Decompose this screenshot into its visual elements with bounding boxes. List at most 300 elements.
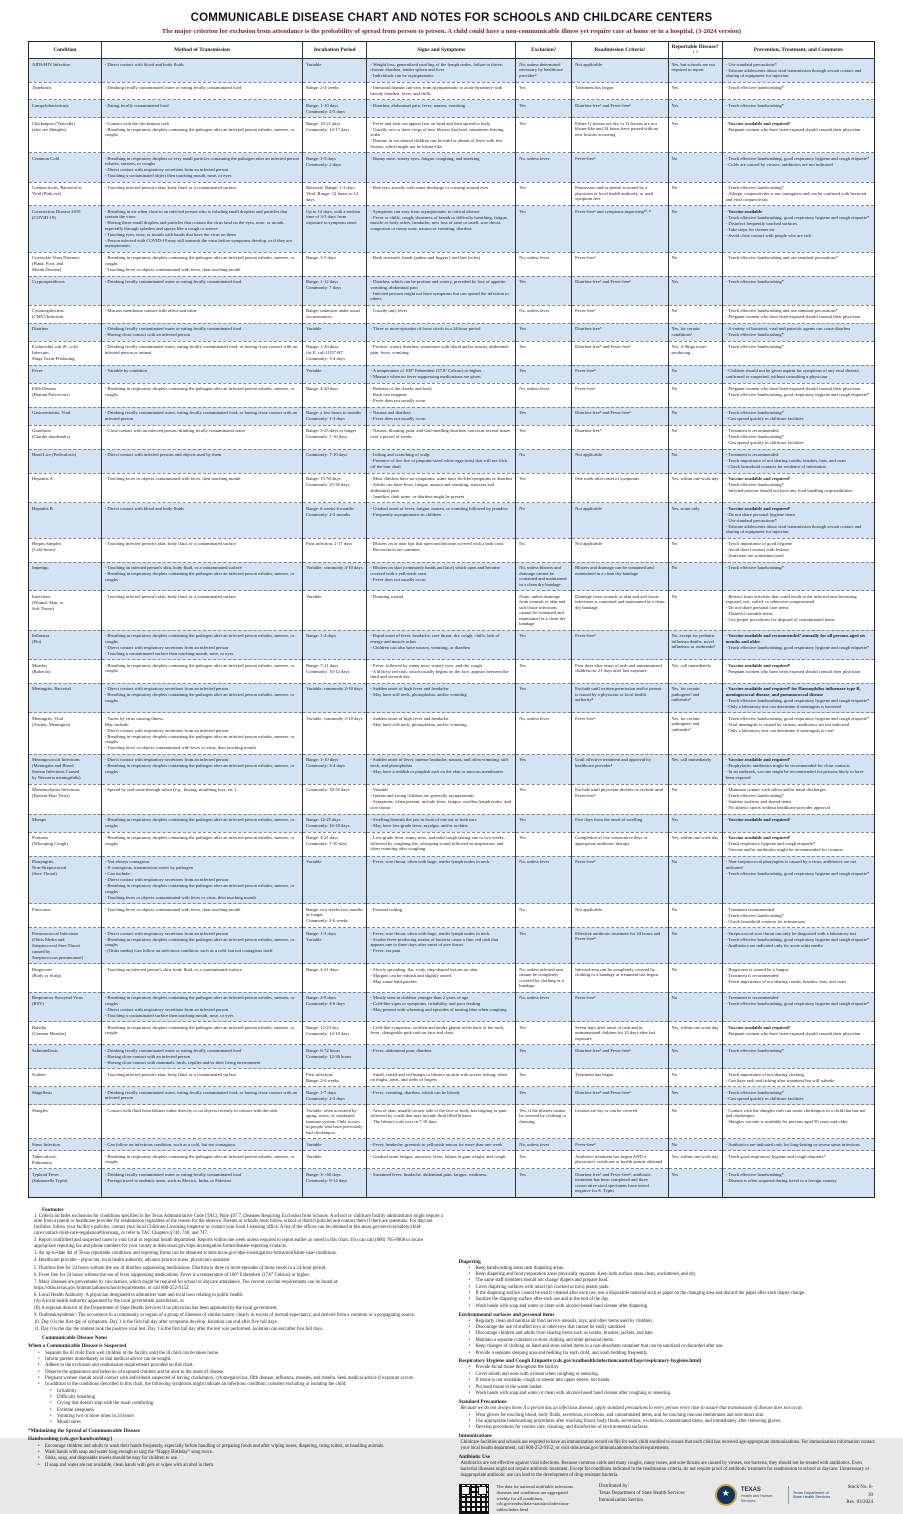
cell-incubation: Range: 2-4 weeks xyxy=(303,82,367,100)
cell-reportable: No xyxy=(668,365,722,383)
cell-prevention: - Teach effective handwashing* - Disease is often acquired during travel to a foreign country xyxy=(722,1169,874,1198)
cell-reportable: Yes, for certain pathogens³ and outbreaks⁹ xyxy=(668,683,722,713)
cell-exclusion: Yes xyxy=(516,784,572,814)
note-bullet: • Keep changes of clothing on hand and store soiled items in a non-absorbent container that can be sanitized or discarded after use. xyxy=(469,1344,876,1350)
note-sub-bullet: • Extreme sleepiness xyxy=(50,1408,445,1414)
cell-readmission: Not applicable xyxy=(572,503,668,539)
cell-incubation: Variable xyxy=(303,1151,367,1169)
note-bullet: • Use appropriate handwashing procedures after touching blood, body fluids, secretions, excretions, contaminated items, and immediately after removing gloves. xyxy=(469,1419,876,1425)
cell-readmission: Not applicable xyxy=(572,538,668,562)
cell-readmission: Fever-free⁶ and symptoms improving¹⁰˒¹¹ xyxy=(572,206,668,253)
cell-transmission: - Touching infected person's skin, body fluid, or a contaminated surface xyxy=(101,1069,302,1087)
table-row xyxy=(29,1022,875,1045)
cell-condition: Amebiasis xyxy=(29,82,102,100)
cell-reportable: Yes, call immediately xyxy=(668,754,722,784)
column-header: Prevention, Treatment, and Comments xyxy=(722,42,874,59)
cell-transmission: - Not always contagious - If contagious, transmission varies by pathogen - Can include: - Direct contact with respiratory secretions from an infected person - Breathing in respiratory droplets containing the pathogen after an infected person exhales, sneezes, or coughs - Touching feces or objects contaminated with feces or virus, then touching mouth xyxy=(101,856,302,904)
cell-exclusion: No, unless blisters and drainage cannot be contained and maintained in a clean dry bandage xyxy=(516,562,572,591)
cell-prevention: - Ringworm is caused by a fungus - Treatment is recommended - Teach importance of not sharing combs, brushes, hats, and coats xyxy=(722,964,874,993)
cell-prevention: - Vaccine available and required⁷ - Teach effective handwashing* - Infected persons should not have any food handling responsibilities xyxy=(722,473,874,503)
table-row xyxy=(29,153,875,183)
left-sections xyxy=(28,1343,445,1468)
cell-exclusion: Yes xyxy=(516,100,572,118)
cell-exclusion: Yes xyxy=(516,928,572,964)
cell-incubation: First infection, 2-17 days xyxy=(303,538,367,562)
cell-signs: - Intestinal disease can vary from asymptomatic to acute dysentery with bloody diarrhea, fever, and chills xyxy=(367,82,516,100)
cell-exclusion: Yes xyxy=(516,660,572,684)
cell-transmission: - Breathing in respiratory droplets containing the pathogen after an infected person exhales, sneezes, or coughs xyxy=(101,1151,302,1169)
cell-signs: - Fever, vomiting, diarrhea, which can be bloody xyxy=(367,1087,516,1105)
note-bullet: • Wash hands with soap and water or clean with alcohol-based hand cleaner after coughing or sneezing. xyxy=(469,1391,876,1397)
cell-prevention: - Teach effective handwashing, good respiratory hygiene and cough etiquette* - Viral meningitis is caused by viruses; antibiotics are not indicated - Only a laboratory test can determine if meningitis is viral xyxy=(722,713,874,755)
cell-transmission: - Drinking fecally contaminated water or eating fecally contaminated food - Having close contact with an infected person xyxy=(101,323,302,341)
table-row xyxy=(29,630,875,660)
note-bullet: • Provide facial tissue throughout the facility. xyxy=(469,1365,876,1371)
cell-signs: - Blisters on skin (commonly hands and face) which open and become covered with a yellowish crust - Fever does not usually occur xyxy=(367,562,516,591)
note-sub-bullet: • Crying that doesn't stop with the usual comforting xyxy=(50,1401,445,1407)
cell-readmission: Fever-free⁶ xyxy=(572,992,668,1022)
column-header: Exclusion? xyxy=(516,42,572,59)
cell-readmission: Diarrhea-free⁵ and Fever-free⁶ xyxy=(572,100,668,118)
cell-prevention: - Teach effective handwashing* xyxy=(722,1045,874,1069)
footnote-item: 6. Fever free for 24 hours without the use of fever suppressing medications. Fever is a temperature of 100° Fahrenheit (37.8° Celsius) or higher. xyxy=(34,1273,445,1279)
cell-readmission: Diarrhea-free⁵ and Fever-free⁶ xyxy=(572,1087,668,1105)
cell-exclusion: No, unless fever xyxy=(516,1139,572,1151)
cell-prevention: - Vaccine available and required⁷ - Pregnant women who have been exposed should consult their physician xyxy=(722,118,874,153)
table-row xyxy=(29,814,875,832)
note-bullet: • Keep diapering and food preparation areas physically separate. Keep both surface areas clean, uncluttered, and dry. xyxy=(469,1272,876,1278)
table-row xyxy=(29,784,875,814)
cell-prevention: - Teach effective handwashing and use standard precautions* xyxy=(722,252,874,276)
note-bullet: • If tissue is not available, cough or sneeze into upper sleeve, not hands. xyxy=(469,1378,876,1384)
footer-row xyxy=(459,1484,876,1514)
cell-reportable: Yes, if Shiga toxin-producing xyxy=(668,341,722,365)
cell-reportable: Yes xyxy=(668,1087,722,1105)
distributed-by xyxy=(599,1484,697,1504)
cell-readmission: Exclude until written permission and/or permit is issued by a physician or local health authority⁸ xyxy=(572,683,668,713)
cell-reportable: No xyxy=(668,992,722,1022)
table-row xyxy=(29,59,875,83)
table-row xyxy=(29,449,875,473)
table-row xyxy=(29,1105,875,1139)
table-row xyxy=(29,305,875,323)
cell-transmission: - Breathing in air when close to an infected person who is exhaling small droplets and particles that contain the virus - Having these small droplets and particles that contain the virus land on the eyes, nose, or mouth, especially through splashes and sprays like a cough or sneeze - Touching eyes, nose, or mouth with hands that have the virus on them - Person infected with COVID-19 may still transmit the virus before symptoms develop, or if they are asymptomatic xyxy=(101,206,302,253)
cell-reportable: Yes xyxy=(668,1045,722,1069)
cell-prevention: - Pregnant women who have been exposed should consult their physician - Teach effective handwashing, good respiratory hygiene and cough etiquette* xyxy=(722,383,874,407)
table-row xyxy=(29,82,875,100)
section-heading: Environmental surfaces and personal items xyxy=(459,1312,876,1318)
cell-prevention: - Minimize contact with saliva and/or nasal discharges - Teach effective handwashing* - Sanitize surfaces and shared items - No athletic sports without healthcare provider approval xyxy=(722,784,874,814)
cell-prevention: - Treatment is recommended - Teach effective handwashing, good respiratory hygiene and cough etiquette* xyxy=(722,992,874,1022)
cell-signs: - Rash in mouth, hands (palms and fingers), and feet (soles) xyxy=(367,252,516,276)
cell-readmission: Diarrhea-free⁵ xyxy=(572,323,668,341)
cell-prevention: - Teach effective handwashing* xyxy=(722,341,874,365)
cell-condition: Scabies xyxy=(29,1069,102,1087)
cell-transmission: - Drinking fecally contaminated water or eating fecally contaminated food - Foreign travel to endemic areas, such as Mexico, India, or Pakistan xyxy=(101,1169,302,1198)
cell-condition: Fifth Disease (Human Parvovirus) xyxy=(29,383,102,407)
cell-transmission: - Touching feces or objects contaminated with feces, then touching mouth xyxy=(101,904,302,928)
footnote-item: 4. Healthcare provider - physician, local health authority, advance practice nurse, physician's assistant. xyxy=(34,1258,445,1264)
cell-condition: Meningitis, Viral (Aseptic Meningitis) xyxy=(29,713,102,755)
footnote-item: 3. An up-to-date list of Texas reportable conditions and reporting forms can be obtained at dshs.texas.gov/idps-investigation-forms/notifiable-case-conditions. xyxy=(34,1251,445,1257)
cell-transmission: - Drinking fecally contaminated water or eating fecally contaminated food xyxy=(101,82,302,100)
cell-readmission: Diarrhea-free⁵ and Fever-free⁶ xyxy=(572,276,668,305)
note-bullet: • Put used tissue in the waste basket. xyxy=(469,1385,876,1391)
cell-exclusion: Yes xyxy=(516,1169,572,1198)
cell-transmission: - Drinking fecally contaminated water, eating fecally contaminated food, or having close contact with an infected person or animal xyxy=(101,341,302,365)
note-bullet: • Inform parents immediately so that medical advice can be sought. xyxy=(38,1357,445,1363)
notes-section xyxy=(459,1259,876,1310)
cell-prevention: - Teach effective handwashing* - Can spread quickly in childcare facilities xyxy=(722,407,874,425)
section-heading: Diapering xyxy=(459,1259,876,1265)
table-row xyxy=(29,591,875,631)
table-row xyxy=(29,683,875,713)
cell-incubation: Variable xyxy=(303,59,367,83)
cell-signs: - Nausea, bloating, pain, and foul-smelling diarrhea; can recur several times over a period of weeks xyxy=(367,425,516,449)
cell-condition: Fever xyxy=(29,365,102,383)
cell-incubation: Range: 1-5 days Commonly: 2 days xyxy=(303,153,367,183)
cell-incubation: Range: 12-25 days Commonly: 16-18 days xyxy=(303,814,367,832)
cell-readmission: Fever-free⁶ xyxy=(572,365,668,383)
cell-incubation: Variable, commonly 4-10 days xyxy=(303,562,367,591)
cell-exclusion: Yes xyxy=(516,341,572,365)
cell-reportable: No xyxy=(668,856,722,904)
cell-readmission: Five days from the onset of swelling xyxy=(572,814,668,832)
cell-incubation: Range: 1-10 days Commonly: 2-5 days xyxy=(303,100,367,118)
cell-prevention: - Treatment is recommended - Teach importance of not sharing combs, brushes, hats, and coats - Check household contacts for evidence of infestation xyxy=(722,449,874,473)
note-bullet: • Keep handwashing areas near diapering areas. xyxy=(469,1266,876,1272)
note-sub-bullet: • Irritability xyxy=(50,1389,445,1395)
cell-signs: - Variable - Infants and young children are generally asymptomatic - Symptoms, when present, include fever, fatigue, swollen lymph nodes, and sore throat xyxy=(367,784,516,814)
cell-incubation: Range: 4-21 days Commonly: 7-10 days xyxy=(303,832,367,856)
cell-reportable: Yes, acute only xyxy=(668,503,722,539)
note-bullet: • Separate the ill child from well children at the facility until the ill child can be taken home. xyxy=(38,1351,445,1357)
cell-condition: Herpes Simplex (Cold Sores) xyxy=(29,538,102,562)
cell-exclusion: Yes xyxy=(516,473,572,503)
cell-exclusion: No, unless fever xyxy=(516,856,572,904)
page-subtitle: The major criterion for exclusion from attendance is the probability of spread from person to person. A child could have a non-communicable illness yet require care at home or in a hospital. (3-2024 version) xyxy=(0,28,903,35)
note-bullet: • Observe the appearance and behavior of exposed children and be alert to the onset of disease. xyxy=(38,1370,445,1376)
cell-transmission: - Variable by condition xyxy=(101,365,302,383)
logo-department: Texas Department of State Health Services xyxy=(793,1491,837,1500)
table-row xyxy=(29,473,875,503)
cell-incubation: Range: 15-50 days Commonly: 25-30 days xyxy=(303,473,367,503)
cell-signs: - Sudden onset of high fever and headache - May have stiff neck, photophobia, and/or vomiting xyxy=(367,713,516,755)
cell-incubation: Range: two weeks-two months or longer Commonly: 4-6 weeks xyxy=(303,904,367,928)
column-header: Signs and Symptoms xyxy=(367,42,516,59)
section-heading: Antibiotic Use xyxy=(459,1454,876,1460)
cell-exclusion: Yes xyxy=(516,118,572,153)
cell-signs: - Redness of the cheeks and body - Rash can reappear - Fever does not usually occur xyxy=(367,383,516,407)
cell-readmission: Fever-free⁶ xyxy=(572,305,668,323)
note-bullet: • The same staff members should not change diapers and prepare food. xyxy=(469,1278,876,1284)
table-wrap xyxy=(28,41,875,1198)
cell-condition: Campylobacteriosis xyxy=(29,100,102,118)
texas-hhs-logo xyxy=(715,1484,837,1506)
cell-reportable: No xyxy=(668,562,722,591)
column-header: Method of Transmission xyxy=(101,42,302,59)
cell-exclusion: None, unless drainage from wounds or skin and soft tissue infections cannot be contained and maintained in a clean dry bandage xyxy=(516,591,572,631)
column-header: Reportable Disease?²˒³ xyxy=(668,42,722,59)
section-heading: Respiratory Hygiene and Cough Etiquette (cdc.gov/oralhealth/infectioncontrol/faqs/respiratory-hygiene.html) xyxy=(459,1358,876,1364)
notes-section xyxy=(28,1436,445,1468)
logo-text xyxy=(741,1487,784,1503)
cell-readmission: Diarrhea-free⁵ xyxy=(572,425,668,449)
cell-signs: - Gradual onset fatigue, anorexia, fever, failure to gain weight, and cough xyxy=(367,1151,516,1169)
column-header: Incubation Period xyxy=(303,42,367,59)
logo-divider xyxy=(788,1486,789,1504)
cell-signs: - Rapid onset of fever, headache, sore throat, dry cough, chills, lack of energy and muscle aches - Children can also have nausea, vomiting, or diarrhea xyxy=(367,630,516,660)
cell-transmission: - Breathing in respiratory droplets containing the pathogen after an infected person exhales, sneezes, or coughs - Direct contact with respiratory secretions from an infected person - Touching a contaminated surface then touching mouth, nose, or eyes xyxy=(101,630,302,660)
notes-section xyxy=(28,1343,445,1426)
cell-condition: Shigellosis xyxy=(29,1087,102,1105)
note-bullet: • Sanitize the diapering surface after each use and at the end of the day. xyxy=(469,1297,876,1303)
cell-reportable: Yes, within one work day xyxy=(668,1022,722,1045)
cell-exclusion: Yes xyxy=(516,425,572,449)
cell-readmission: Infected area can be completely covered by clothing or a bandage or treatment has begun xyxy=(572,964,668,993)
cell-condition: Ringworm (Body or Scalp) xyxy=(29,964,102,993)
cell-condition: Chickenpox (Varicella) (also see Shingles) xyxy=(29,118,102,153)
cell-reportable: No xyxy=(668,206,722,253)
cell-signs: - Perianal itching xyxy=(367,904,516,928)
cell-transmission: - Breathing in respiratory droplets containing the pathogen after an infected person exhales, sneezes, or coughs - Touching feces or objects contaminated with feces, then touching mouth xyxy=(101,252,302,276)
cell-incubation: Range: 12-23 day Commonly: 14-18 days xyxy=(303,1022,367,1045)
table-row xyxy=(29,1045,875,1069)
cell-readmission: Diarrhea-free⁵ and Fever-free⁶ xyxy=(572,407,668,425)
cell-prevention: - Vaccine available and required⁷ - Prophylactic antibiotics might be recommended for close contacts - In an outbreak, vaccine might be recommended for persons likely to have been exposed xyxy=(722,754,874,784)
cell-transmission: - Close contact with an infected person, drinking fecally contaminated water xyxy=(101,425,302,449)
cell-reportable: No xyxy=(668,1139,722,1151)
cell-incubation: Range: a few hours to months Commonly: 1-3 days xyxy=(303,407,367,425)
page-title: COMMUNICABLE DISEASE CHART AND NOTES FOR SCHOOLS AND CHILDCARE CENTERS xyxy=(0,12,903,24)
cell-exclusion: Yes xyxy=(516,754,572,784)
cell-readmission: Treatment has begun xyxy=(572,1069,668,1087)
cell-exclusion: No xyxy=(516,503,572,539)
cell-transmission: - Breathing in respiratory droplets containing the pathogen after an infected person exhales, sneezes, or coughs - Direct contact with respiratory secretions from an infected person - Touching a contaminated surface then touching mouth, nose, or eyes xyxy=(101,992,302,1022)
cell-reportable: No xyxy=(668,407,722,425)
cell-exclusion: Yes xyxy=(516,407,572,425)
cell-transmission: - Breathing in respiratory droplets containing the pathogen after an infected person exhales, sneezes, or coughs xyxy=(101,660,302,684)
note-bullet: • Discourage children and adults from sharing items such as combs, brushes, jackets, and hats. xyxy=(469,1331,876,1337)
cell-prevention: - Teach effective handwashing* xyxy=(722,276,874,305)
cell-readmission: Blisters and drainage can be contained and maintained in a clean dry bandage xyxy=(572,562,668,591)
cell-readmission: Diarrhea-free⁵ and Fever-free⁶ xyxy=(572,341,668,365)
stock-rev xyxy=(845,1484,875,1507)
qr-code xyxy=(459,1484,489,1514)
cell-condition: Hepatitis B xyxy=(29,503,102,539)
cell-reportable: No xyxy=(668,928,722,964)
cell-prevention: - Treatment is recommended - Teach effective handwashing* - Can spread quickly in childcare facilities xyxy=(722,425,874,449)
distributed-section: Immunization Section xyxy=(599,1498,697,1505)
cell-incubation: Variable xyxy=(303,1139,367,1151)
cell-transmission: - Touching an infected person's skin, body fluid, or a contaminated surface - Breathing in respiratory droplets containing the pathogen after an infected person exhales, sneezes, or coughs xyxy=(101,562,302,591)
cell-prevention: - Teach importance of good hygiene - Avoid direct contact with lesions - Antivirals are sometimes used xyxy=(722,538,874,562)
section-heading: Standard Precautions xyxy=(459,1399,876,1405)
cell-reportable: No xyxy=(668,425,722,449)
cell-readmission: Fever-free⁶ xyxy=(572,383,668,407)
cell-signs: - Swelling beneath the jaw in front of one ear or both ears - May have low-grade fever, myalgia, and/or orchitis xyxy=(367,814,516,832)
cell-condition: Cytomegalovirus (CMV) Infection xyxy=(29,305,102,323)
cell-signs: - Blisters on or near lips that open and become covered with a dark crust - Recurrences are common xyxy=(367,538,516,562)
cell-signs: - Fever, sore throat, often with large, tender lymph nodes in neck xyxy=(367,856,516,904)
cell-incubation: First infection: Range: 2-6 weeks xyxy=(303,1069,367,1087)
cell-reportable: Yes, for certain conditions³ xyxy=(668,323,722,341)
table-row xyxy=(29,407,875,425)
cell-condition: Mononucleosis Infections (Epstein-Barr Virus) xyxy=(29,784,102,814)
cell-exclusion: Yes xyxy=(516,82,572,100)
table-row xyxy=(29,252,875,276)
cell-transmission: - Varies by virus causing illness. May include: - Direct contact with respiratory secretions from an infected person - Breathing in respiratory droplets containing the pathogen after an infected person exhales, sneezes, or coughs - Touching feces or objects contaminated with feces or virus, then touching mouth xyxy=(101,713,302,755)
table-row xyxy=(29,964,875,993)
cell-transmission: - Breathing in respiratory droplets containing the pathogen after an infected person exhales, sneezes, or coughs xyxy=(101,814,302,832)
cell-incubation: Range: 1-4 days xyxy=(303,630,367,660)
cell-reportable: Yes, within one work day xyxy=(668,1151,722,1169)
cell-readmission: Fever-free⁶ xyxy=(572,713,668,755)
notes-section xyxy=(459,1433,876,1452)
cell-exclusion: Yes xyxy=(516,1087,572,1105)
notes-section xyxy=(459,1358,876,1396)
cell-signs: - Red eyes, usually with some discharge or crusting around eyes xyxy=(367,182,516,206)
cell-transmission: - Touching feces or objects contaminated with feces, then touching mouth xyxy=(101,473,302,503)
cell-readmission: Completion of five consecutive days of appropriate antibiotic therapy xyxy=(572,832,668,856)
cell-reportable: Yes, call immediately xyxy=(668,660,722,684)
section-paragraph: Antibiotics are not effective against viral infections. Because common colds and many coughs, runny noses, and sore throats are caused by viruses, not bacteria, they should not be treated with antibiotics. Even bacterial illnesses might not require antibiotic treatment. Except for conditions indicated in the readmission criteria, do not require proof of antibiotic treatment for readmission to school or daycare. Unnecessary or inappropriate antibiotic use can lead to the development of drug-resistant bacteria. xyxy=(461,1461,876,1478)
cell-prevention: - A variety of bacterial, viral and parasitic agents can cause diarrhea - Teach effective handwashing* xyxy=(722,323,874,341)
cell-transmission: - Drinking fecally contaminated water, eating fecally contaminated food, or having close contact with an infected person xyxy=(101,1087,302,1105)
cell-reportable: Yes xyxy=(668,118,722,153)
cell-incubation: Range: 3-5 days xyxy=(303,252,367,276)
notes-section xyxy=(28,1428,445,1434)
cell-incubation: Range: 3-25 days or longer Commonly: 7-10 days xyxy=(303,425,367,449)
cell-signs: - Nausea and diarrhea - Fever does not usually occur xyxy=(367,407,516,425)
cell-exclusion: No xyxy=(516,538,572,562)
cell-transmission: - Mucous membrane contact with saliva and urine xyxy=(101,305,302,323)
cell-exclusion: Yes xyxy=(516,323,572,341)
cell-signs: - Most children have no symptoms; some have flu-like symptoms or diarrhea - Adults can have fever, fatigue, nausea and vomiting, anorexia and abdominal pain - Jaundice, dark urine, or diarrhea might be present xyxy=(367,473,516,503)
footnote-item: 11. Day 0 is the day the student took the positive viral test. Day 1 is the first full day after the test was performed. Isolation can end after five full days. xyxy=(34,1327,445,1333)
cell-reportable: No xyxy=(668,252,722,276)
cell-readmission: Until effective treatment and approval by healthcare provider⁴ xyxy=(572,754,668,784)
cell-signs: - Area of skin, usually on one side of the face or body, has tingling or pain followed by a rash that may include fluid filled blisters - The blisters scab over in 7-10 days xyxy=(367,1105,516,1139)
footnote-item: 1. Criteria includes exclusions for conditions specified in the Texas Administrative Code (TAC), Rule §97.7, Diseases Requiring Exclusion from Schools. A school or childcare facility administrator might require a note from a parent or healthcare provider for readmission regardless of the reason for the absence. Parents or schools must follow school or district policies and contact them if there are questions. For daycare facilities, follow your facility's policies, contact your local Childcare Licensing inspector or contact your local Licensing office. A list of the offices can be obtained at hhs.texas.gov/services/safety/child-care/contact-child-care-regulation#licensing, or refer to TAC Chapters §744, 746, and 747. xyxy=(34,1214,445,1237)
cell-transmission: - Breathing in respiratory droplets or very small particles containing the pathogen after an infected person exhales, sneezes, or coughs - Direct contact with respiratory secretions from an infected person - Touching a contaminated object then touching mouth, nose, or eyes xyxy=(101,153,302,183)
cell-readmission: Drainage from wounds or skin and soft tissue infections is contained and maintained in a clean dry bandage xyxy=(572,591,668,631)
note-bullet: • If the diapering surface cannot be easily cleaned after each use, use a disposable material such as paper on the changing area and discard the paper after each diaper change. xyxy=(469,1291,876,1297)
disease-notes-heading: Communicable Disease Notes xyxy=(42,1335,445,1341)
cell-readmission: Four days after onset of rash and unimmunized children for 21 days after last exposure xyxy=(572,660,668,684)
cell-condition: Sinus Infection xyxy=(29,1139,102,1151)
cell-signs: - Fever, sore throat, often with large, tender lymph nodes in neck - Scarlet fever-producing strains of bacteria cause a fine, red rash that appears one to three days after onset of sore throat - Fever, ear pain xyxy=(367,928,516,964)
table-row xyxy=(29,323,875,341)
cell-incubation: Variable xyxy=(303,365,367,383)
cell-signs: - Sustained fever, headache, abdominal pain, fatigue, weakness xyxy=(367,1169,516,1198)
cell-reportable: No xyxy=(668,153,722,183)
table-row xyxy=(29,1139,875,1151)
cell-transmission: - Direct contact with blood and body fluids xyxy=(101,59,302,83)
table-header xyxy=(29,42,875,59)
cell-condition: Escherichia coli (E. coli) Infection, Shiga Toxin-Producing xyxy=(29,341,102,365)
cell-condition: Salmonellosis xyxy=(29,1045,102,1069)
cell-prevention: - Vaccine available and required⁷ - Pregnant women who have been exposed should consult their physician xyxy=(722,660,874,684)
table-row xyxy=(29,206,875,253)
cell-readmission: Fever-free⁶ xyxy=(572,856,668,904)
cell-transmission: - Direct contact with blood and body fluids xyxy=(101,503,302,539)
cell-readmission: Fever-free⁶ xyxy=(572,252,668,276)
cell-condition: Pneumococcal Infections (Otitis Media and Streptococcal Sore Throat caused by Streptococcus pneumoniae) xyxy=(29,928,102,964)
note-bullet: • Provide a separate sleeping area and bedding for each child, and wash bedding frequently. xyxy=(469,1351,876,1357)
cell-signs: - Profuse, watery diarrhea, sometimes with blood and/or mucus, abdominal pain, fever, vomiting xyxy=(367,341,516,365)
cell-reportable: Yes, within one work day xyxy=(668,473,722,503)
cell-readmission: Diarrhea-free⁵ and Fever-free⁶, antibiotic treatment has been completed and three consecutive stool specimens have tested negative for S. Typhi xyxy=(572,1169,668,1198)
cell-incubation: Range: 2-8 days Commonly: 4-6 days xyxy=(303,992,367,1022)
cell-condition: Pertussis (Whooping Cough) xyxy=(29,832,102,856)
cell-signs: - Gradual onset of fever, fatigue, nausea, or vomiting followed by jaundice - Frequently asymptomatic in children xyxy=(367,503,516,539)
cell-condition: Cryptosporidiosis xyxy=(29,276,102,305)
table-row xyxy=(29,713,875,755)
table-row xyxy=(29,365,875,383)
cell-readmission: Antibiotic treatment has begun AND a physician's certificate or health permit obtained xyxy=(572,1151,668,1169)
cell-transmission: - Spread by oral route through saliva (e.g., kissing, mouthing toys, etc.) xyxy=(101,784,302,814)
cell-transmission: - Touching infected person's skin, body fluid, or a contaminated surface xyxy=(101,538,302,562)
cell-readmission: Either 1) lesions are dry or 2) lesions are not blister-like and 24 hours have passed with no new lesions occurring xyxy=(572,118,668,153)
cell-prevention: - Vaccine available and recommended⁷ annually for all persons aged six months and older - Teach effective handwashing, good respiratory hygiene and cough etiquette* xyxy=(722,630,874,660)
cell-incubation: Variable, commonly 2-10 days xyxy=(303,713,367,755)
table-row xyxy=(29,341,875,365)
note-bullet: • Wash hands with soap and water long enough to sing the “Happy Birthday” song twice. xyxy=(38,1450,445,1456)
cell-exclusion: No, unless fever xyxy=(516,305,572,323)
cell-prevention: - Contact with the shingles rash can cause chickenpox in a child that has not had chickenpox - Shingles vaccine is available for persons aged 50 years and older xyxy=(722,1105,874,1139)
cell-reportable: No xyxy=(668,964,722,993)
cell-prevention: - Teach effective handwashing* xyxy=(722,100,874,118)
cell-condition: Impetigo xyxy=(29,562,102,591)
cell-signs: - Fever, headache, greenish to yellowish mucus for more than one week xyxy=(367,1139,516,1151)
notes-section xyxy=(459,1399,876,1431)
cell-incubation: Range: 6-72 hours Commonly: 12-36 hours xyxy=(303,1045,367,1069)
column-header: Condition xyxy=(29,42,102,59)
cell-readmission: Diarrhea-free⁵ and Fever-free⁶ xyxy=(572,1045,668,1069)
note-bullet: • In addition to the conditions described in this chart, the following symptoms might indicate an infectious condition; consider excluding or isolating the child: xyxy=(38,1382,445,1388)
notes-right-column xyxy=(459,1205,876,1514)
cell-reportable: Yes xyxy=(668,276,722,305)
cell-readmission: Exclude until physician decides or exclude until Fever-free⁶ xyxy=(572,784,668,814)
cell-transmission: - Drinking fecally contaminated water, eating fecally contaminated food, or having close contact with an infected person xyxy=(101,407,302,425)
footnote-item: 7. Many diseases are preventable by vaccination, which might be required for school or daycare attendance. The current vaccine requirements can be found at: https://dshs.texas.gov/immunizations/school/requirements, or call 800-252-9152. xyxy=(34,1280,445,1292)
notes-left-column xyxy=(28,1205,445,1514)
footnote-item: 8. Local Health Authority: A physician designated to administer state and local laws relating to public health: (A) A local health authority appointed by the local government jurisdiction, or (B) A regional director of the Department of State Health Services if no physician has been appointed by the local government. xyxy=(34,1293,445,1311)
cell-condition: Rubella (German Measles) xyxy=(29,1022,102,1045)
cell-signs: - A temperature of 100° Fahrenheit (37.8° Celsius) or higher - Measure when no fever suppressing medications are given xyxy=(367,365,516,383)
notes-section xyxy=(459,1312,876,1357)
cell-prevention: - Treatment recommended - Teach effective handwashing* - Check household contacts for infestations xyxy=(722,904,874,928)
cell-prevention: - Teach effective handwashing* xyxy=(722,562,874,591)
cell-exclusion: Yes xyxy=(516,630,572,660)
cell-reportable: No xyxy=(668,305,722,323)
cell-incubation: Range: 1-10 days Commonly: 3-4 days xyxy=(303,754,367,784)
cell-transmission: - Drinking fecally contaminated water or eating fecally contaminated food - Having close contact with an infected person - Having close contact with mammals, birds, reptiles and/or their living environment xyxy=(101,1045,302,1069)
table-row xyxy=(29,1169,875,1198)
footnote-item: 10. Day 0 is the first day of symptoms. Day 1 is the first full day after symptoms develop. Isolation can end after five full days. xyxy=(34,1320,445,1326)
cell-readmission: One week after onset of symptoms xyxy=(572,473,668,503)
cell-exclusion: Yes xyxy=(516,182,572,206)
cell-signs: - Diarrhea, abdominal pain, fever, nausea, vomiting xyxy=(367,100,516,118)
section-heading: When a Communicable Disease is Suspected xyxy=(28,1343,445,1349)
cell-incubation: Variable xyxy=(303,323,367,341)
cell-condition: Influenza (Flu) xyxy=(29,630,102,660)
table-row xyxy=(29,1087,875,1105)
note-sub-bullet: • Vomiting two or more times in 24 hours xyxy=(50,1414,445,1420)
cell-reportable: No xyxy=(668,538,722,562)
table-row xyxy=(29,538,875,562)
